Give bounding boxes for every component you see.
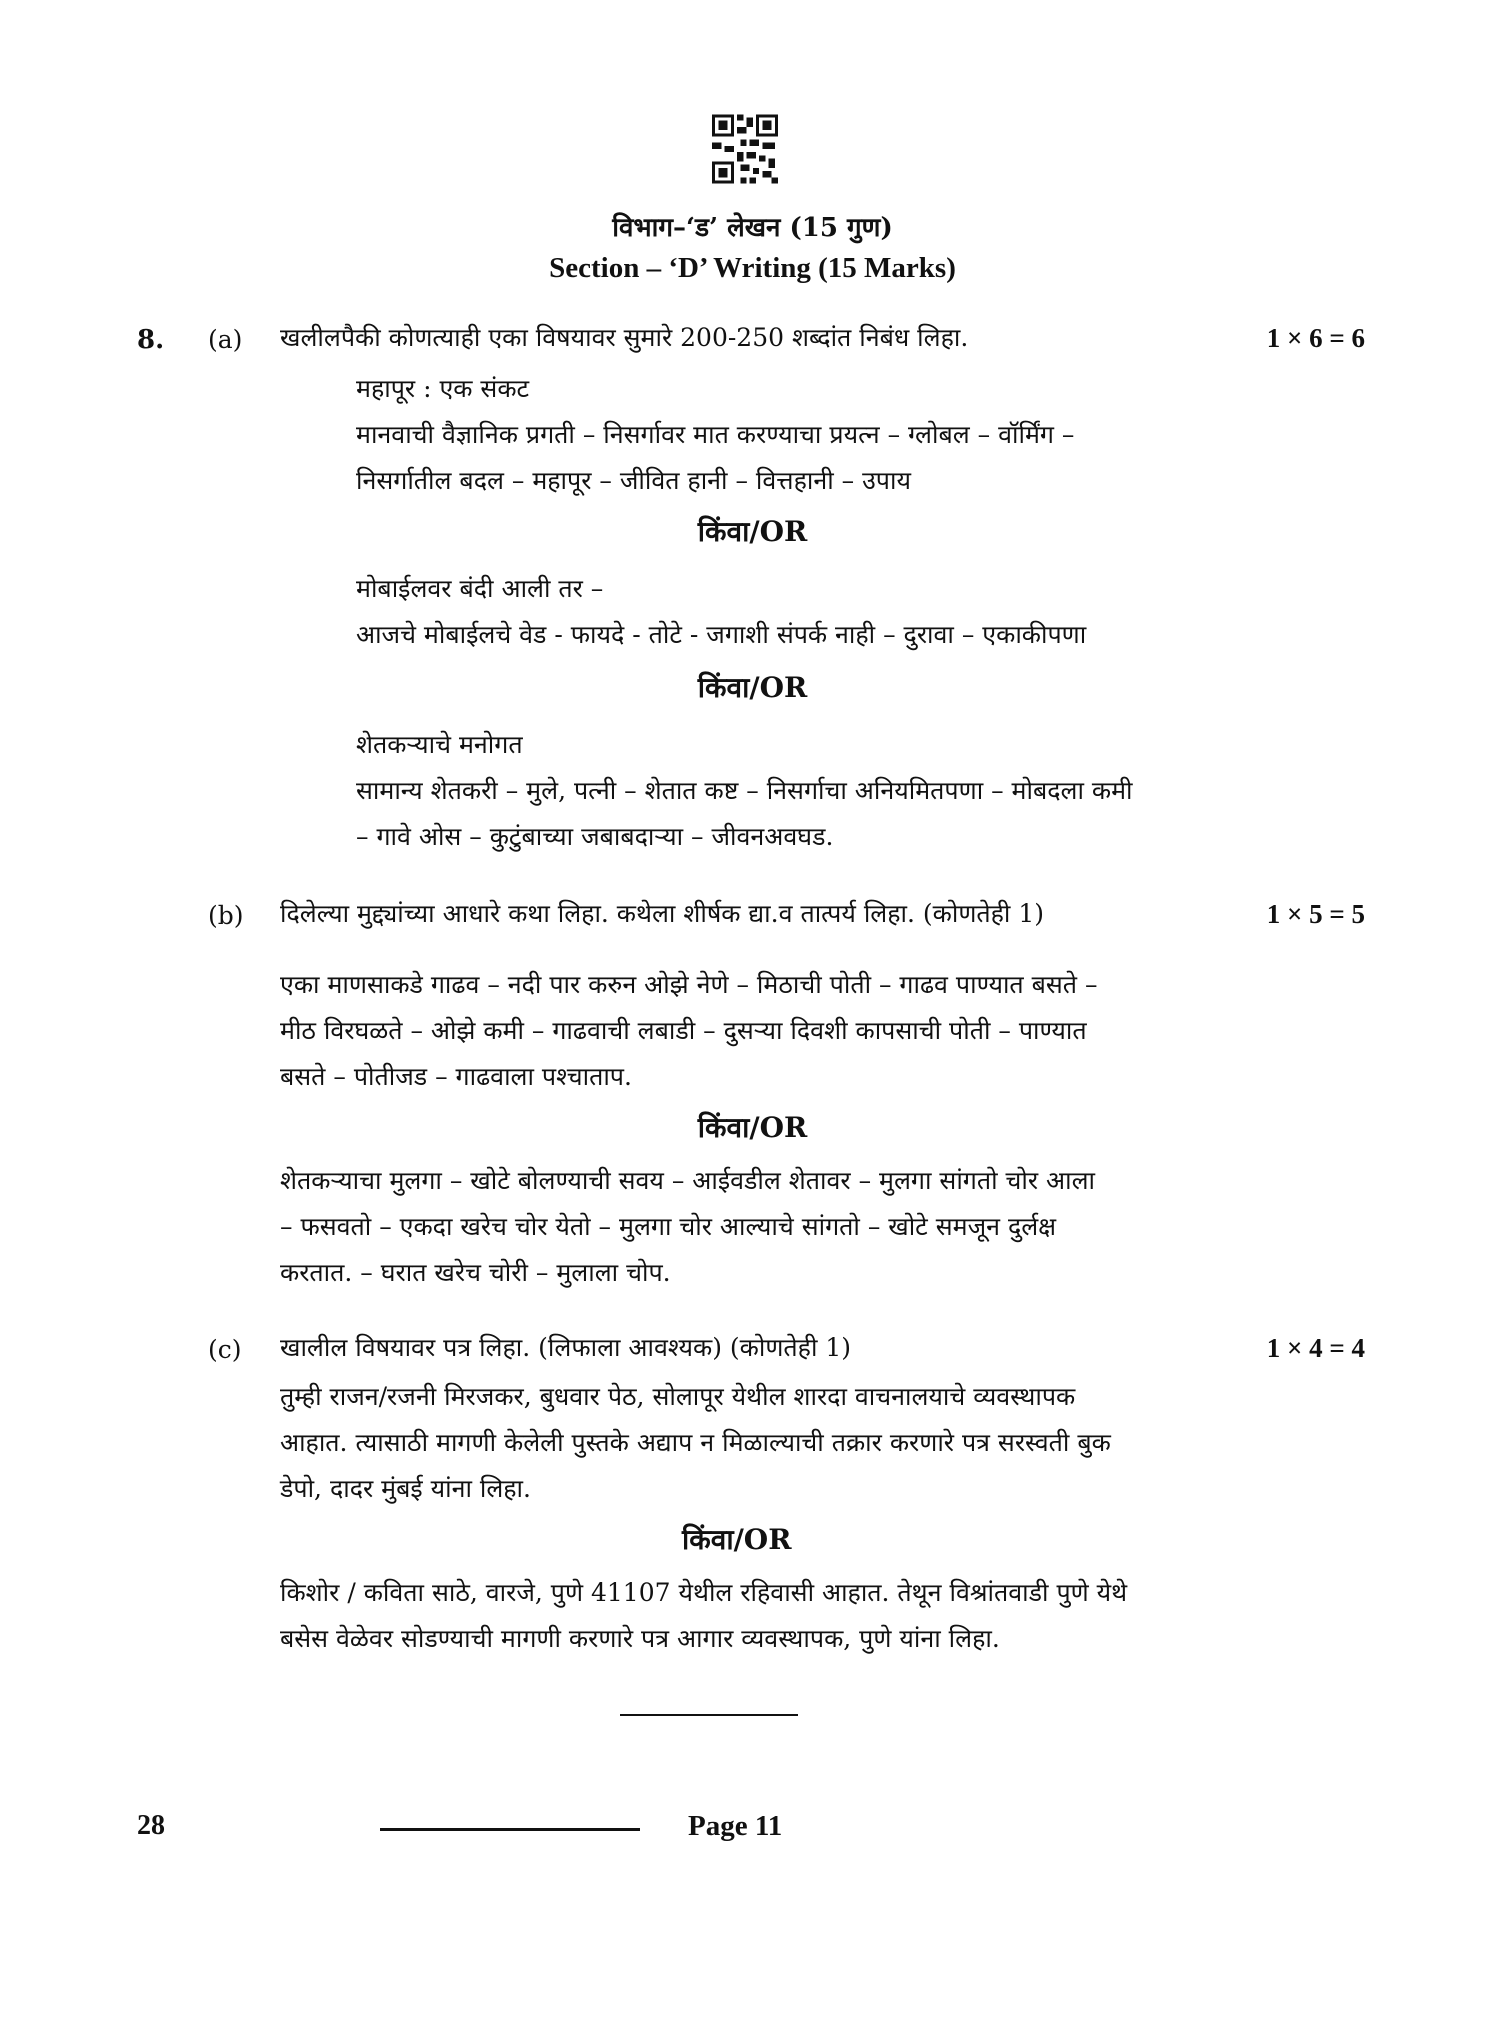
story-1 — [280, 962, 1098, 1100]
part-c-label: (c) — [208, 1335, 242, 1364]
story-2-line-3: करतात. – घरात खरेच चोरी – मुलाला चोप. — [280, 1258, 671, 1287]
letter-2 — [280, 1570, 1127, 1662]
essay-topic-1-title: महापूर : एक संकट — [356, 374, 530, 403]
end-rule — [620, 1714, 798, 1716]
letter-2-line-2: बसेस वेळेवर सोडण्याची मागणी करणारे पत्र आगार व्यवस्थापक, पुणे यांना लिहा. — [280, 1624, 1000, 1653]
story-1-line-2: मीठ विरघळते – ओझे कमी – गाढवाची लबाडी – दुसऱ्या दिवशी कापसाची पोती – पाण्यात — [280, 1016, 1087, 1045]
story-1-line-1: एका माणसाकडे गाढव – नदी पार करुन ओझे नेणे – मिठाची पोती – गाढव पाण्यात बसते – — [280, 970, 1098, 999]
letter-1-line-2: आहात. त्यासाठी मागणी केलेली पुस्तके अद्याप न मिळाल्याची तक्रार करणारे पत्र सरस्वती बुक — [280, 1428, 1111, 1457]
footer-rule — [380, 1828, 640, 1831]
or-divider: किंवा/OR — [682, 1523, 792, 1556]
question-number: 8. — [137, 325, 165, 355]
paper-code: 28 — [137, 1810, 165, 1841]
section-title-english: Section – ‘D’ Writing (15 Marks) — [549, 252, 956, 284]
story-2-line-1: शेतकऱ्याचा मुलगा – खोटे बोलण्याची सवय – आईवडील शेतावर – मुलगा सांगतो चोर आला — [280, 1166, 1096, 1195]
part-a-marks: 1 × 6 = 6 — [1266, 323, 1365, 353]
essay-topic-3 — [356, 722, 1133, 860]
letter-1-line-3: डेपो, दादर मुंबई यांना लिहा. — [280, 1474, 531, 1503]
part-a-instruction: खलीलपैकी कोणत्याही एका विषयावर सुमारे 200-250 शब्दांत निबंध लिहा. — [280, 323, 969, 352]
essay-topic-2-line-1: आजचे मोबाईलचे वेड - फायदे - तोटे - जगाशी संपर्क नाही – दुरावा – एकाकीपणा — [356, 620, 1087, 649]
essay-topic-1 — [356, 366, 1074, 504]
section-title-marathi: विभाग–‘ड’ लेखन (15 गुण) — [612, 213, 893, 243]
story-1-line-3: बसते – पोतीजड – गाढवाला पश्चाताप. — [280, 1062, 632, 1091]
part-b-instruction: दिलेल्या मुद्द्यांच्या आधारे कथा लिहा. कथेला शीर्षक द्या.व तात्पर्य लिहा. (कोणतेही 1) — [280, 899, 1044, 928]
qr-code-icon — [712, 114, 778, 184]
story-2 — [280, 1158, 1095, 1296]
essay-topic-3-line-2: – गावे ओस – कुटुंबाच्या जबाबदाऱ्या – जीवनअवघड. — [356, 822, 834, 851]
essay-topic-3-title: शेतकऱ्याचे मनोगत — [356, 730, 523, 759]
story-2-line-2: – फसवतो – एकदा खरेच चोर येतो – मुलगा चोर आल्याचे सांगतो – खोटे समजून दुर्लक्ष — [280, 1212, 1057, 1241]
essay-topic-2-title: मोबाईलवर बंदी आली तर – — [356, 574, 604, 603]
part-c-instruction: खालील विषयावर पत्र लिहा. (लिफाला आवश्यक) (कोणतेही 1) — [280, 1333, 852, 1362]
letter-2-line-1: किशोर / कविता साठे, वारजे, पुणे 41107 येथील रहिवासी आहात. तेथून विश्रांतवाडी पुणे येथे — [280, 1578, 1128, 1607]
part-a-label: (a) — [208, 325, 243, 354]
or-divider: किंवा/OR — [697, 515, 808, 548]
essay-topic-2 — [356, 566, 1086, 658]
letter-1-line-1: तुम्ही राजन/रजनी मिरजकर, बुधवार पेठ, सोलापूर येथील शारदा वाचनालयाचे व्यवस्थापक — [280, 1382, 1076, 1411]
part-b-marks: 1 × 5 = 5 — [1266, 899, 1365, 929]
essay-topic-3-line-1: सामान्य शेतकरी – मुले, पत्नी – शेतात कष्ट – निसर्गाचा अनियमितपणा – मोबदला कमी — [356, 776, 1133, 805]
essay-topic-1-line-2: निसर्गातील बदल – महापूर – जीवित हानी – वित्तहानी – उपाय — [356, 466, 911, 495]
letter-1 — [280, 1374, 1111, 1512]
essay-topic-1-line-1: मानवाची वैज्ञानिक प्रगती – निसर्गावर मात करण्याचा प्रयत्न – ग्लोबल – वॉर्मिंग – — [356, 420, 1075, 449]
part-c-marks: 1 × 4 = 4 — [1266, 1333, 1365, 1363]
page-number: Page 11 — [688, 1810, 783, 1842]
or-divider: किंवा/OR — [697, 1111, 808, 1144]
or-divider: किंवा/OR — [697, 671, 808, 704]
part-b-label: (b) — [208, 901, 244, 930]
